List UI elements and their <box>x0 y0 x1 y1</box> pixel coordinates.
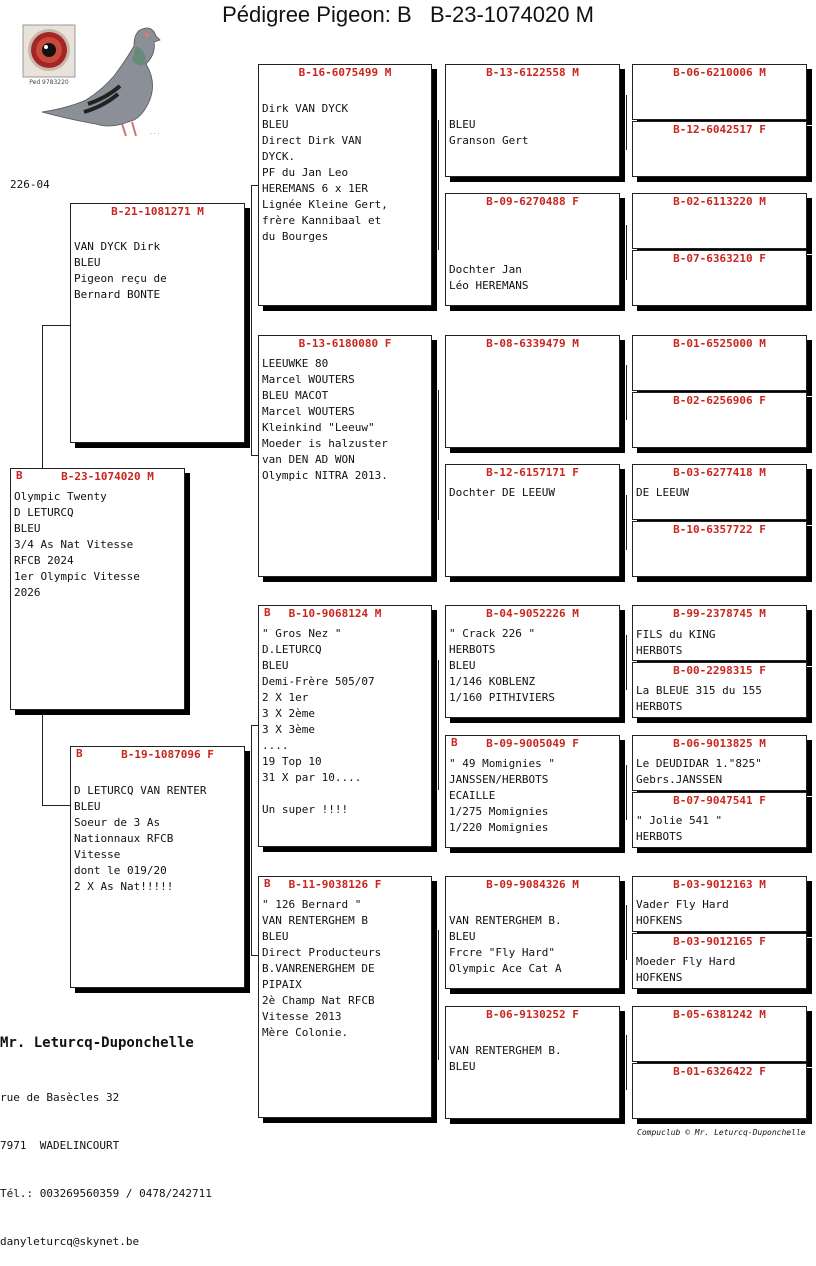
page-title: Pédigree Pigeon: B B-23-1074020 M <box>222 2 594 27</box>
gen4-ring: B-06-9130252 F <box>486 1008 579 1021</box>
footer-credit: Compuclub © Mr. Leturcq-Duponchelle <box>637 1128 806 1137</box>
gen5-box[interactable] <box>632 792 807 848</box>
owner-email[interactable]: danyleturcq@skynet.be <box>0 1235 140 1248</box>
grandsire-sire-box[interactable] <box>258 64 432 306</box>
gen4-text: " 49 Momignies " JANSSEN/HERBOTS ECAILLE 1/275 Momignies 1/220 Momignies <box>449 757 555 834</box>
gen5-box[interactable] <box>632 1006 807 1062</box>
connector-line <box>626 635 627 690</box>
gen5-text: Le DEUDIDAR 1."825" Gebrs.JANSSEN <box>636 757 762 786</box>
gen4-text: Dochter Jan Léo HEREMANS <box>449 263 529 292</box>
sire-text: VAN DYCK Dirk BLEU Pigeon reçu de Bernard BONTE <box>74 240 167 301</box>
connector-line <box>42 325 43 470</box>
gen4-text: VAN RENTERGHEM B. BLEU <box>449 1044 562 1073</box>
connector-line <box>626 1035 627 1090</box>
gen3-prefix: B <box>264 606 271 619</box>
gen3-text: LEEUWKE 80 Marcel WOUTERS BLEU MACOT Marcel WOUTERS Kleinkind "Leeuw" Moeder is halzuster van DEN AD WON Olympic NITRA 2013. <box>262 357 388 482</box>
gen4-text: BLEU Granson Gert <box>449 118 529 147</box>
logo-text: Ped 9783220 <box>29 79 69 86</box>
gen4-ring: B-08-6339479 M <box>486 337 579 350</box>
gen5-text: Vader Fly Hard HOFKENS <box>636 898 729 927</box>
connector-line <box>626 225 627 280</box>
grandsire-dam-box[interactable] <box>258 605 432 847</box>
connector-line <box>626 495 627 550</box>
gen4-box[interactable] <box>445 876 620 989</box>
connector-line <box>42 325 70 326</box>
connector-line <box>438 120 439 250</box>
sire-ring: B-21-1081271 M <box>111 205 204 218</box>
gen5-ring: B-05-6381242 M <box>673 1008 766 1021</box>
gen4-ring: B-12-6157171 F <box>486 466 579 479</box>
gen3-ring: B-16-6075499 M <box>298 66 392 79</box>
gen5-ring: B-03-9012163 M <box>673 878 766 891</box>
gen5-ring: B-01-6326422 F <box>673 1065 766 1078</box>
connector-line <box>626 365 627 420</box>
gen5-ring: B-02-6113220 M <box>673 195 766 208</box>
subject-prefix: B <box>16 469 23 482</box>
gen4-ring: B-13-6122558 M <box>486 66 579 79</box>
gen4-box[interactable] <box>445 735 620 848</box>
sire-box[interactable] <box>70 203 245 443</box>
gen4-box[interactable] <box>445 64 620 177</box>
dam-prefix: B <box>76 747 83 760</box>
gen5-ring: B-06-9013825 M <box>673 737 766 750</box>
gen3-ring: B-11-9038126 F <box>288 878 382 891</box>
connector-line <box>251 185 252 455</box>
gen4-box[interactable] <box>445 335 620 448</box>
granddam-sire-box[interactable] <box>258 335 432 577</box>
dam-text: D LETURCQ VAN RENTER BLEU Soeur de 3 As Nationnaux RFCB Vitesse dont le 019/20 2 X As Nat!!!!! <box>74 784 207 893</box>
gen3-text: " Gros Nez " D.LETURCQ BLEU Demi-Frère 505/07 2 X 1er 3 X 2ème 3 X 3ème .... 19 Top 10 31 X par 10.... Un super !!!! <box>262 627 375 816</box>
gen5-box[interactable] <box>632 193 807 249</box>
gen5-box[interactable] <box>632 392 807 448</box>
gen4-ring: B-09-9005049 F <box>486 737 579 750</box>
connector-line <box>42 805 70 806</box>
pedigree-code: 226-04 <box>10 178 50 191</box>
gen3-ring: B-13-6180080 F <box>298 337 392 350</box>
gen5-ring: B-01-6525000 M <box>673 337 766 350</box>
connector-line <box>438 390 439 520</box>
gen5-box[interactable] <box>632 933 807 989</box>
connector-line <box>42 710 43 805</box>
gen5-ring: B-03-9012165 F <box>673 935 766 948</box>
owner-address-block <box>0 1058 212 1266</box>
gen3-ring: B-10-9068124 M <box>288 607 382 620</box>
gen5-ring: B-00-2298315 F <box>673 664 766 677</box>
gen5-ring: B-10-6357722 F <box>673 523 766 536</box>
gen5-ring: B-06-6210006 M <box>673 66 766 79</box>
gen5-text: " Jolie 541 " HERBOTS <box>636 814 723 843</box>
gen5-ring: B-07-9047541 F <box>673 794 766 807</box>
dam-box[interactable] <box>70 746 245 988</box>
gen5-ring: B-03-6277418 M <box>673 466 766 479</box>
connector-line <box>251 455 258 456</box>
connector-line <box>251 725 252 955</box>
connector-line <box>438 930 439 1060</box>
gen3-text: Dirk VAN DYCK BLEU Direct Dirk VAN DYCK. PF du Jan Leo HEREMANS 6 x 1ER Lignée Kleine Gert, frère Kannibaal et du Bourges <box>262 102 388 243</box>
gen4-text: Dochter DE LEEUW <box>449 486 555 499</box>
gen5-box[interactable] <box>632 335 807 391</box>
gen5-text: Moeder Fly Hard HOFKENS <box>636 955 736 984</box>
owner-phone: Tél.: 003269560359 / 0478/242711 <box>0 1187 212 1200</box>
subject-box[interactable] <box>10 468 185 710</box>
gen5-ring: B-99-2378745 M <box>673 607 766 620</box>
gen4-box[interactable] <box>445 193 620 306</box>
connector-line <box>626 95 627 150</box>
gen5-box[interactable] <box>632 250 807 306</box>
gen3-prefix: B <box>264 877 271 890</box>
gen5-box[interactable] <box>632 521 807 577</box>
gen5-text: FILS du KING HERBOTS <box>636 628 716 657</box>
svg-text:. . .: . . . <box>150 129 160 136</box>
gen5-box[interactable] <box>632 64 807 120</box>
gen5-box[interactable] <box>632 876 807 932</box>
gen4-box[interactable] <box>445 605 620 718</box>
gen4-ring: B-04-9052226 M <box>486 607 579 620</box>
owner-name: Mr. Leturcq-Duponchelle <box>0 1035 194 1051</box>
gen5-text: DE LEEUW <box>636 486 689 499</box>
connector-line <box>251 955 258 956</box>
pigeon-logo <box>22 24 172 139</box>
gen4-text: " Crack 226 " HERBOTS BLEU 1/146 KOBLENZ 1/160 PITHIVIERS <box>449 627 555 704</box>
connector-line <box>251 725 258 726</box>
gen4-box[interactable] <box>445 464 620 577</box>
gen5-box[interactable] <box>632 605 807 661</box>
gen5-box[interactable] <box>632 735 807 791</box>
gen3-text: " 126 Bernard " VAN RENTERGHEM B BLEU Direct Producteurs B.VANRENERGHEM DE PIPAIX 2è Champ Nat RFCB Vitesse 2013 Mère Colonie. <box>262 898 382 1039</box>
gen5-text: La BLEUE 315 du 155 HERBOTS <box>636 684 762 713</box>
gen4-text: VAN RENTERGHEM B. BLEU Frcre "Fly Hard" Olympic Ace Cat A <box>449 914 562 975</box>
gen5-ring: B-02-6256906 F <box>673 394 766 407</box>
granddam-dam-box[interactable] <box>258 876 432 1118</box>
gen4-box[interactable] <box>445 1006 620 1119</box>
subject-text: Olympic Twenty D LETURCQ BLEU 3/4 As Nat Vitesse RFCB 2024 1er Olympic Vitesse 2026 <box>14 490 140 599</box>
gen5-box[interactable] <box>632 464 807 520</box>
gen5-box[interactable] <box>632 121 807 177</box>
gen4-ring: B-09-6270488 F <box>486 195 579 208</box>
gen4-prefix: B <box>451 736 458 749</box>
subject-ring: B-23-1074020 M <box>61 470 154 483</box>
gen5-box[interactable] <box>632 1063 807 1119</box>
connector-line <box>626 765 627 820</box>
gen4-ring: B-09-9084326 M <box>486 878 579 891</box>
connector-line <box>626 905 627 960</box>
owner-address: rue de Basècles 32 <box>0 1091 120 1104</box>
connector-line <box>251 185 258 186</box>
connector-line <box>438 660 439 790</box>
owner-city: 7971 WADELINCOURT <box>0 1139 120 1152</box>
dam-ring: B-19-1087096 F <box>121 748 214 761</box>
gen5-ring: B-07-6363210 F <box>673 252 766 265</box>
gen5-ring: B-12-6042517 F <box>673 123 766 136</box>
gen5-box[interactable] <box>632 662 807 718</box>
